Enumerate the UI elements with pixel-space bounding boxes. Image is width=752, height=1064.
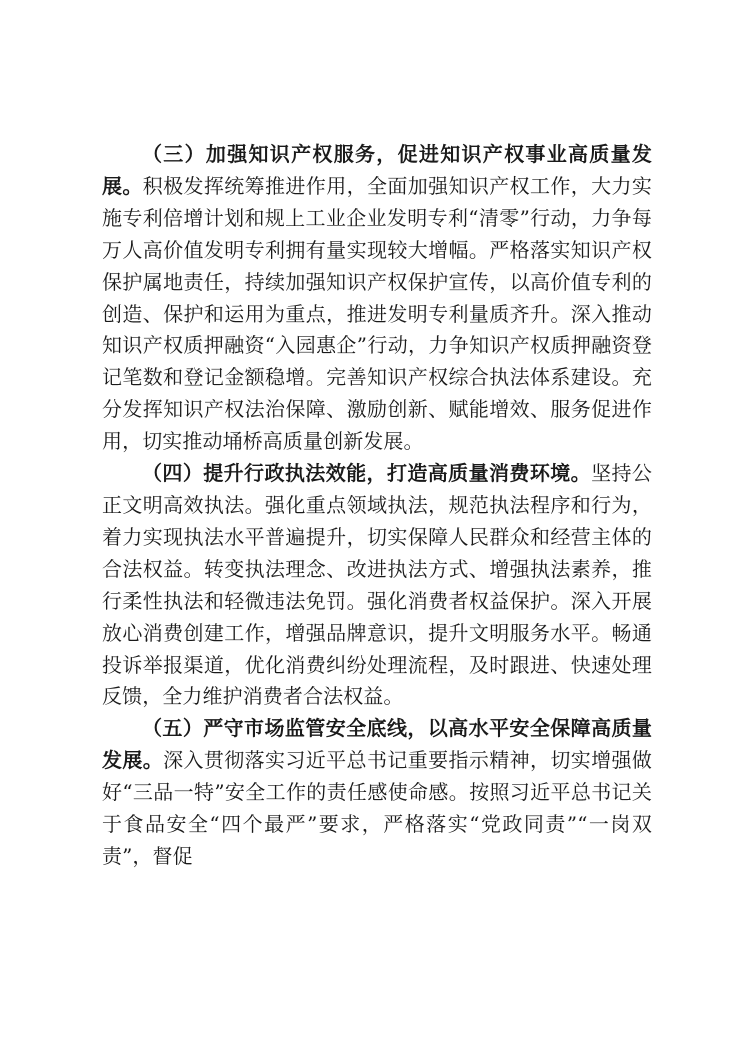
section-heading-four: （四）提升行政执法效能，打造高质量消费环境。 [142,461,592,486]
section-heading-five: （五）严守市场监管安全底线，以高水平安全保障高质量发展。 [102,716,652,773]
section-body-four: 坚持公正文明高效执法。强化重点领域执法，规范执法程序和行为，着力实现执法水平普遍提升，切实保障人民群众和经营主体的合法权益。转变执法理念、改进执法方式、增强执法素养，推行柔性执法和轻微违法免罚。强化消费者权益保护。深入开展放心消费创建工作，增强品牌意识，提升文明服务水平。畅通投诉举报渠道，优化消费纠纷处理流程，及时跟进、快速处理反馈，全力维护消费者合法权益。 [102,461,652,709]
paragraph-three [102,139,652,458]
section-body-five: 深入贯彻落实习近平总书记重要指示精神，切实增强做好“三品一特”安全工作的责任感使命感。按照习近平总书记关于食品安全“四个最严”要求，严格落实“党政同责”“一岗双责”，督促 [102,748,652,868]
section-heading-three: （三）加强知识产权服务，促进知识产权事业高质量发展。 [102,142,652,198]
paragraph-five [102,713,652,873]
section-body-three: 积极发挥统筹推进作用，全面加强知识产权工作，大力实施专利倍增计划和规上工业企业发明专利“清零”行动，力争每万人高价值发明专利拥有量实现较大增幅。严格落实知识产权保护属地责任，持续加强知识产权保护宣传，以高价值专利的创造、保护和运用为重点，推进发明专利量质齐升。深入推动知识产权质押融资“入园惠企”行动，力争知识产权质押融资登记笔数和登记金额稳增。完善知识产权综合执法体系建设。充分发挥知识产权法治保障、激励创新、赋能增效、服务促进作用，切实推动埇桥高质量创新发展。 [102,173,653,454]
document-body [102,139,652,873]
paragraph-four [102,458,652,713]
